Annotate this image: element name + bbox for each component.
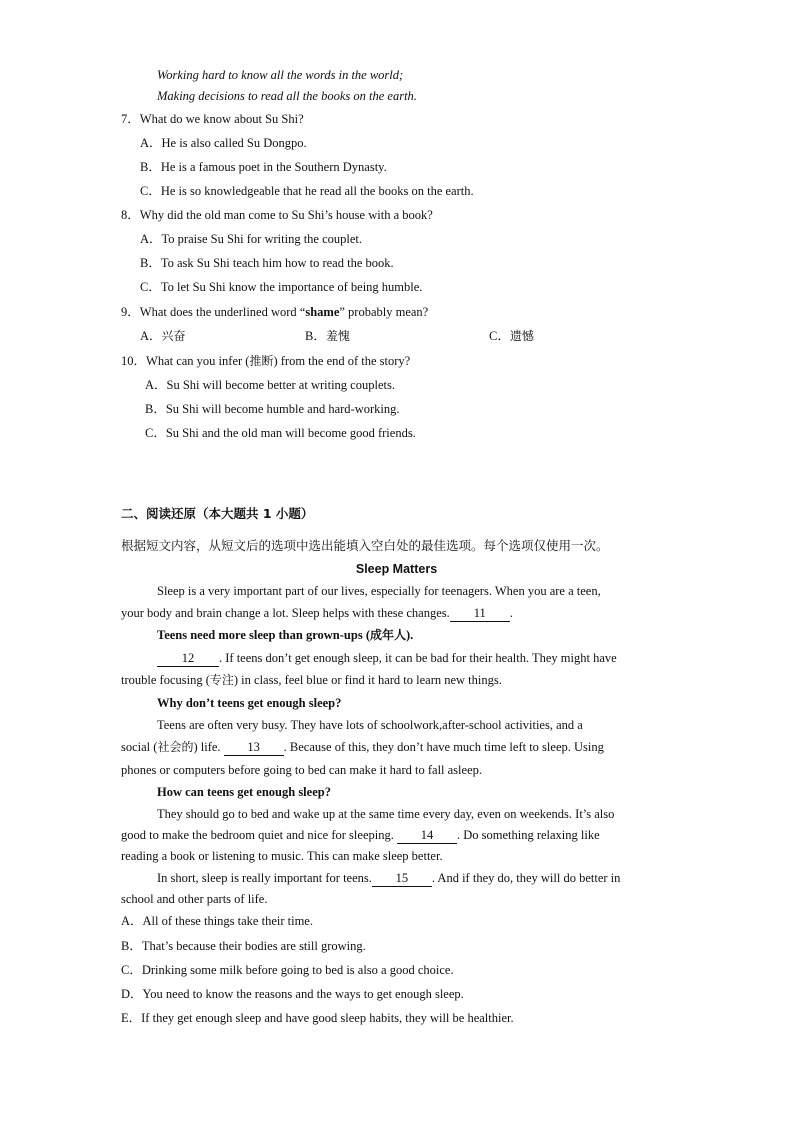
option-letter: B．	[140, 256, 161, 270]
article-title: Sleep Matters	[355, 562, 438, 576]
subheading-end: ).	[406, 628, 414, 642]
choice-text: That’s because their bodies are still growing.	[141, 939, 366, 953]
chinese-gloss: 专注	[209, 673, 234, 687]
choice-text: You need to know the reasons and the ways to get enough sleep.	[142, 987, 464, 1001]
paragraph-1-line-1: Sleep is a very important part of our lives, especially for teenagers. When you are a teen,	[157, 584, 601, 598]
option-text: He is a famous poet in the Southern Dynasty.	[160, 160, 387, 174]
question-number: 10．	[121, 354, 147, 368]
choice-letter: C．	[121, 963, 142, 977]
option-letter: C．	[489, 329, 510, 343]
option-text: Su Shi will become humble and hard-working.	[165, 402, 400, 416]
period: .	[509, 606, 513, 620]
paragraph-text: In short, sleep is really important for teens.	[157, 871, 372, 885]
q7-option-c	[140, 185, 474, 198]
subheading-3: How can teens get enough sleep?	[157, 785, 331, 799]
option-letter: B．	[140, 160, 161, 174]
q8-option-b	[140, 257, 394, 270]
q9-option-a	[140, 330, 186, 343]
subheading-2: Why don’t teens get enough sleep?	[157, 696, 342, 710]
choice-letter: D．	[121, 987, 143, 1001]
option-letter: A．	[145, 378, 167, 392]
q10-option-c	[145, 427, 416, 440]
q9-option-b	[305, 330, 350, 343]
option-text: He is also called Su Dongpo.	[161, 136, 307, 150]
option-letter: A．	[140, 136, 162, 150]
subheading-text: Teens need more sleep than grown-ups (	[157, 628, 370, 642]
option-text: He is so knowledgeable that he read all the books on the earth.	[160, 184, 474, 198]
paragraph-5-line-1	[157, 872, 620, 887]
paragraph-text-end: . And if they do, they will do better in	[431, 871, 621, 885]
q7-option-a	[140, 137, 307, 150]
chinese-gloss: 社会的	[157, 740, 194, 754]
option-text: 遗憾	[509, 329, 534, 343]
paragraph-text: social (	[121, 740, 158, 754]
question-10	[121, 355, 410, 368]
question-number: 9．	[121, 305, 140, 319]
question-text-end: ) from the end of the story?	[273, 354, 411, 368]
blank-13: 13	[224, 741, 284, 756]
paragraph-text: trouble focusing (	[121, 673, 210, 687]
choice-d	[121, 988, 464, 1001]
choice-letter: B．	[121, 939, 142, 953]
choice-letter: E．	[121, 1011, 142, 1025]
paragraph-text-end: . Because of this, they don’t have much time left to sleep. Using	[283, 740, 604, 754]
option-text: Su Shi will become better at writing couplets.	[166, 378, 395, 392]
question-text-end: ” probably mean?	[339, 305, 429, 319]
option-text: 兴奋	[161, 329, 186, 343]
question-7	[121, 113, 304, 126]
question-text: What can you infer (	[146, 354, 250, 368]
chinese-gloss: 成年人	[369, 628, 406, 642]
option-text: To ask Su Shi teach him how to read the book.	[160, 256, 394, 270]
question-number: 7．	[121, 112, 140, 126]
q8-option-c	[140, 281, 422, 294]
option-letter: C．	[140, 280, 161, 294]
paragraph-3-line-1: Teens are often very busy. They have lots of schoolwork,after-school activities, and a	[157, 718, 583, 732]
paragraph-1-line-2	[121, 607, 513, 622]
paragraph-2-line-1	[157, 652, 617, 667]
blank-11: 11	[450, 607, 510, 622]
chinese-gloss: 推断	[249, 354, 274, 368]
section-heading: 二、阅读还原（本大题共 1 小题）	[121, 506, 314, 521]
option-text: Su Shi and the old man will become good friends.	[165, 426, 416, 440]
blank-15: 15	[372, 872, 432, 887]
question-9	[121, 306, 428, 319]
paragraph-3-line-3: phones or computers before going to bed can make it hard to fall asleep.	[121, 763, 482, 777]
paragraph-text: good to make the bedroom quiet and nice for sleeping.	[121, 828, 394, 842]
option-letter: C．	[140, 184, 161, 198]
option-text: 羞愧	[325, 329, 350, 343]
paragraph-5-line-2: school and other parts of life.	[121, 892, 268, 906]
blank-12: 12	[157, 652, 219, 667]
choice-a	[121, 915, 313, 928]
choice-b	[121, 940, 366, 953]
paragraph-4-line-1: They should go to bed and wake up at the same time every day, even on weekends. It’s also	[157, 807, 615, 821]
target-word: shame	[305, 305, 340, 319]
paragraph-4-line-3: reading a book or listening to music. This can make sleep better.	[121, 849, 443, 863]
option-letter: B．	[305, 329, 326, 343]
poem-line-2: Making decisions to read all the books on the earth.	[157, 89, 417, 103]
choice-c	[121, 964, 454, 977]
choice-text: Drinking some milk before going to bed is also a good choice.	[141, 963, 454, 977]
paragraph-3-line-2	[121, 741, 604, 756]
paragraph-2-line-2	[121, 674, 502, 687]
paragraph-text: . If teens don’t get enough sleep, it can be bad for their health. They might have	[219, 651, 617, 665]
paragraph-text: your body and brain change a lot. Sleep helps with these changes.	[121, 606, 450, 620]
question-number: 8．	[121, 208, 140, 222]
option-text: To let Su Shi know the importance of being humble.	[160, 280, 423, 294]
choice-e	[121, 1012, 514, 1025]
option-letter: C．	[145, 426, 166, 440]
q9-option-c	[489, 330, 534, 343]
section-instruction: 根据短文内容，从短文后的选项中选出能填入空白处的最佳选项。每个选项仅使用一次。	[121, 538, 609, 553]
question-text: Why did the old man come to Su Shi’s house with a book?	[139, 208, 433, 222]
blank-14: 14	[397, 829, 457, 844]
question-text: What does the underlined word “	[139, 305, 306, 319]
option-letter: A．	[140, 329, 162, 343]
paragraph-text-end: ) in class, feel blue or find it hard to learn new things.	[233, 673, 502, 687]
choice-text: All of these things take their time.	[142, 914, 313, 928]
q7-option-b	[140, 161, 387, 174]
question-text: What do we know about Su Shi?	[139, 112, 304, 126]
choice-letter: A．	[121, 914, 143, 928]
q8-option-a	[140, 233, 362, 246]
question-8	[121, 209, 433, 222]
poem-line-1: Working hard to know all the words in the world;	[157, 68, 404, 82]
option-text: To praise Su Shi for writing the couplet.	[161, 232, 363, 246]
paragraph-4-line-2	[121, 829, 600, 844]
subheading-1	[157, 629, 413, 642]
paragraph-text: ) life.	[193, 740, 221, 754]
choice-text: If they get enough sleep and have good sleep habits, they will be healthier.	[141, 1011, 514, 1025]
option-letter: B．	[145, 402, 166, 416]
q10-option-a	[145, 379, 395, 392]
q10-option-b	[145, 403, 400, 416]
option-letter: A．	[140, 232, 162, 246]
paragraph-text-end: . Do something relaxing like	[456, 828, 600, 842]
